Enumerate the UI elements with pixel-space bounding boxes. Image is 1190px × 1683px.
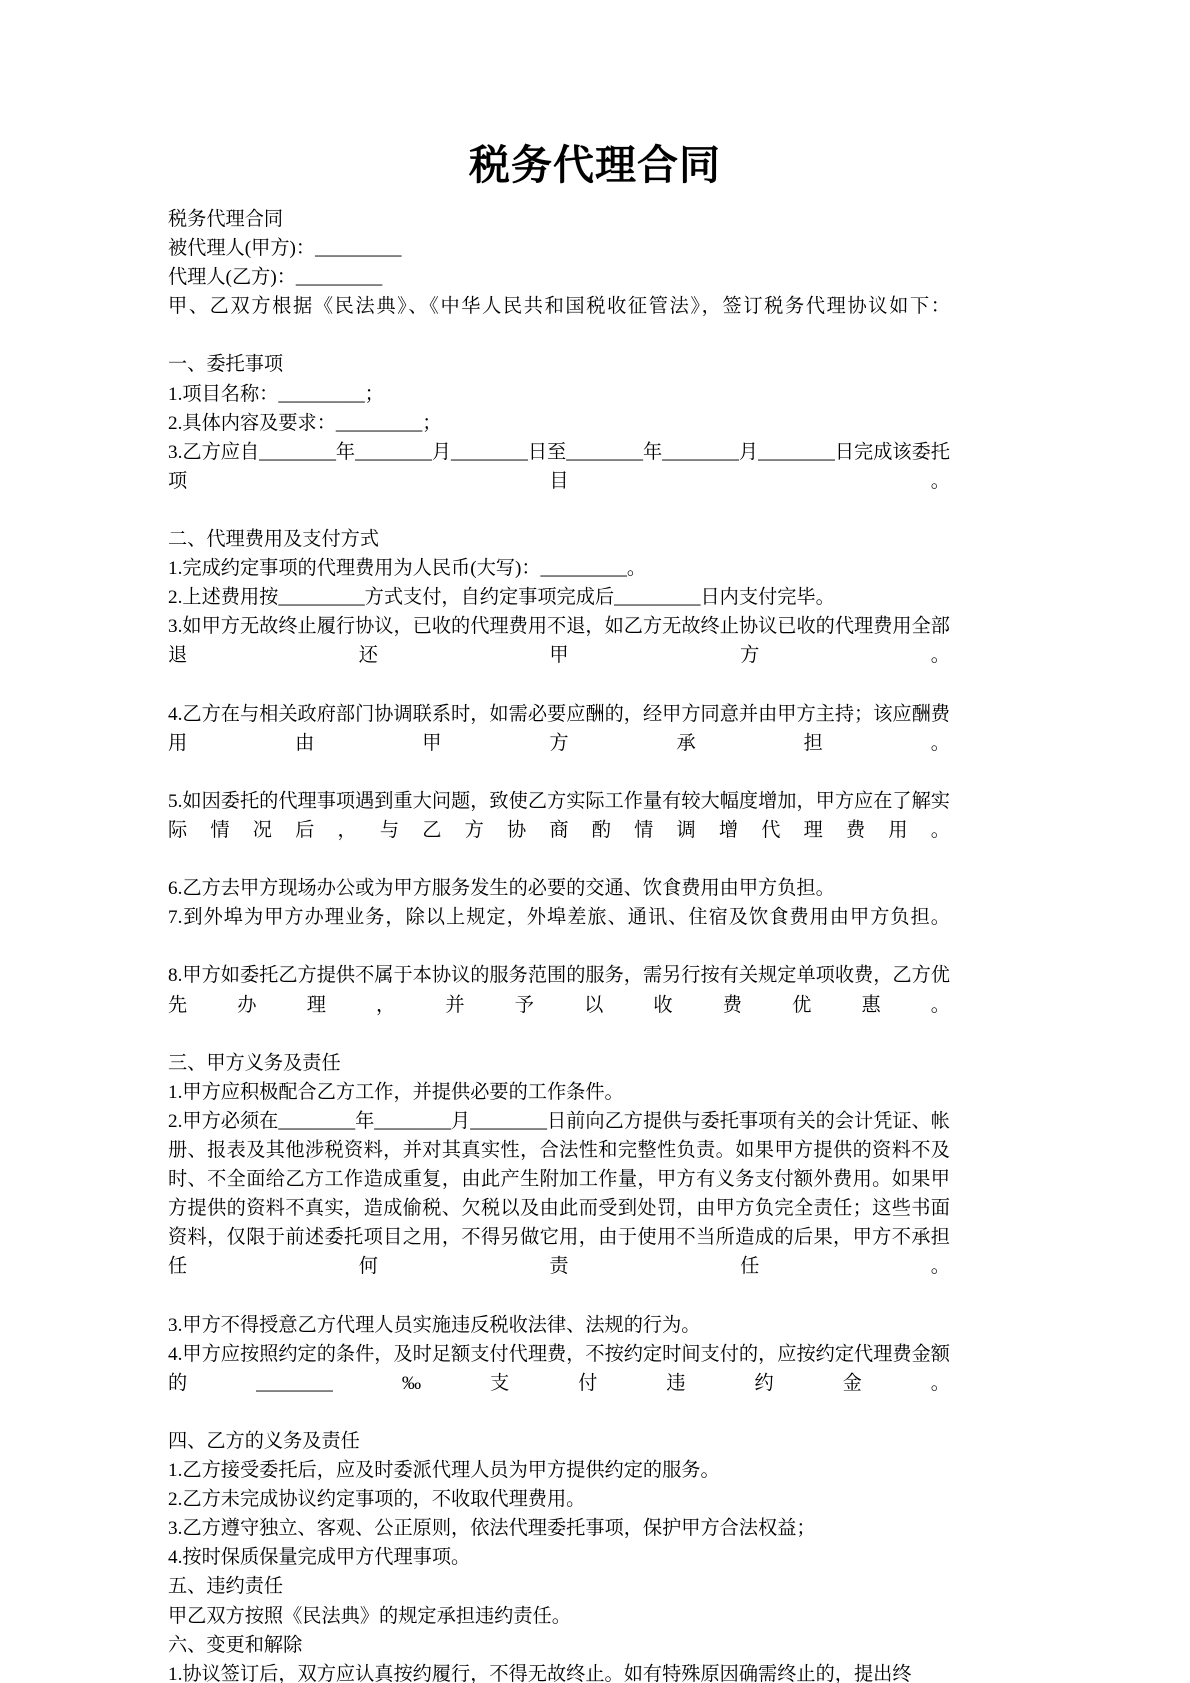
s2-item-6: 6.乙方去甲方现场办公或为甲方服务发生的必要的交通、饮食费用由甲方负担。 bbox=[168, 878, 835, 900]
document-body bbox=[168, 205, 950, 1683]
s6-item-1: 1.协议签订后，双方应认真按约履行，不得无故终止。如有特殊原因确需终止的，提出终 bbox=[168, 1663, 912, 1683]
page-title: 税务代理合同 bbox=[469, 142, 721, 188]
party-b: 代理人(乙方)：_________ bbox=[168, 267, 383, 289]
s2-item-8: 8.甲方如委托乙方提供不属于本协议的服务范围的服务，需另行按有关规定单项收费，乙方优先办理，并予以收费优惠。 bbox=[168, 965, 950, 1016]
s4-item-2: 2.乙方未完成协议约定事项的，不收取代理费用。 bbox=[168, 1489, 586, 1511]
section-4-heading: 四、乙方的义务及责任 bbox=[168, 1430, 360, 1452]
s2-item-7: 7.到外埠为甲方办理业务，除以上规定，外埠差旅、通讯、住宿及饮食费用由甲方负担。 bbox=[168, 907, 950, 929]
section-5-heading: 五、违约责任 bbox=[168, 1576, 284, 1598]
s1-item-3: 3.乙方应自________年________月________日至________年________月________日完成该委托项目。 bbox=[168, 441, 950, 492]
preamble: 甲、乙双方根据《民法典》、《中华人民共和国税收征管法》，签订税务代理协议如下： bbox=[168, 296, 950, 318]
section-2-heading: 二、代理费用及支付方式 bbox=[168, 529, 380, 551]
s2-item-2: 2.上述费用按_________方式支付，自约定事项完成后_________日内支付完毕。 bbox=[168, 587, 835, 609]
s4-item-1: 1.乙方接受委托后，应及时委派代理人员为甲方提供约定的服务。 bbox=[168, 1460, 720, 1482]
s1-item-2: 2.具体内容及要求：_________； bbox=[168, 412, 442, 434]
s1-item-1: 1.项目名称：_________； bbox=[168, 383, 384, 405]
s3-item-4: 4.甲方应按照约定的条件，及时足额支付代理费，不按约定时间支付的，应按约定代理费金额的________‰支付违约金。 bbox=[168, 1343, 950, 1394]
s2-item-5: 5.如因委托的代理事项遇到重大问题，致使乙方实际工作量有较大幅度增加，甲方应在了解实际情况后，与乙方协商酌情调增代理费用。 bbox=[168, 790, 950, 841]
s3-item-2: 2.甲方必须在________年________月________日前向乙方提供与委托事项有关的会计凭证、帐册、报表及其他涉税资料，并对其真实性，合法性和完整性负责。如果甲方提供的资料不及时、不全面给乙方工作造成重复，由此产生附加工作量，甲方有义务支付额外费用。如果甲方提供的资料不真实，造成偷税、欠税以及由此而受到处罚，由甲方负完全责任；这些书面资料，仅限于前述委托项目之用，不得另做它用，由于使用不当所造成的后果，甲方不承担任何责任。 bbox=[168, 1110, 950, 1278]
subtitle: 税务代理合同 bbox=[168, 209, 284, 230]
section-1-heading: 一、委托事项 bbox=[168, 354, 284, 376]
s4-item-4: 4.按时保质保量完成甲方代理事项。 bbox=[168, 1547, 471, 1569]
s2-item-3: 3.如甲方无故终止履行协议，已收的代理费用不退，如乙方无故终止协议已收的代理费用全部退还甲方。 bbox=[168, 616, 950, 667]
s2-item-4: 4.乙方在与相关政府部门协调联系时，如需必要应酬的，经甲方同意并由甲方主持；该应酬费用由甲方承担。 bbox=[168, 703, 950, 754]
s5-body: 甲乙双方按照《民法典》的规定承担违约责任。 bbox=[168, 1605, 571, 1627]
section-6-heading: 六、变更和解除 bbox=[168, 1634, 303, 1656]
s3-item-1: 1.甲方应积极配合乙方工作，并提供必要的工作条件。 bbox=[168, 1081, 624, 1103]
section-3-heading: 三、甲方义务及责任 bbox=[168, 1052, 341, 1074]
party-a: 被代理人(甲方)：_________ bbox=[168, 238, 402, 260]
s4-item-3: 3.乙方遵守独立、客观、公正原则，依法代理委托事项，保护甲方合法权益； bbox=[168, 1518, 816, 1540]
s3-item-3: 3.甲方不得授意乙方代理人员实施违反税收法律、法规的行为。 bbox=[168, 1314, 701, 1336]
s2-item-1: 1.完成约定事项的代理费用为人民币(大写)：_________。 bbox=[168, 558, 647, 580]
